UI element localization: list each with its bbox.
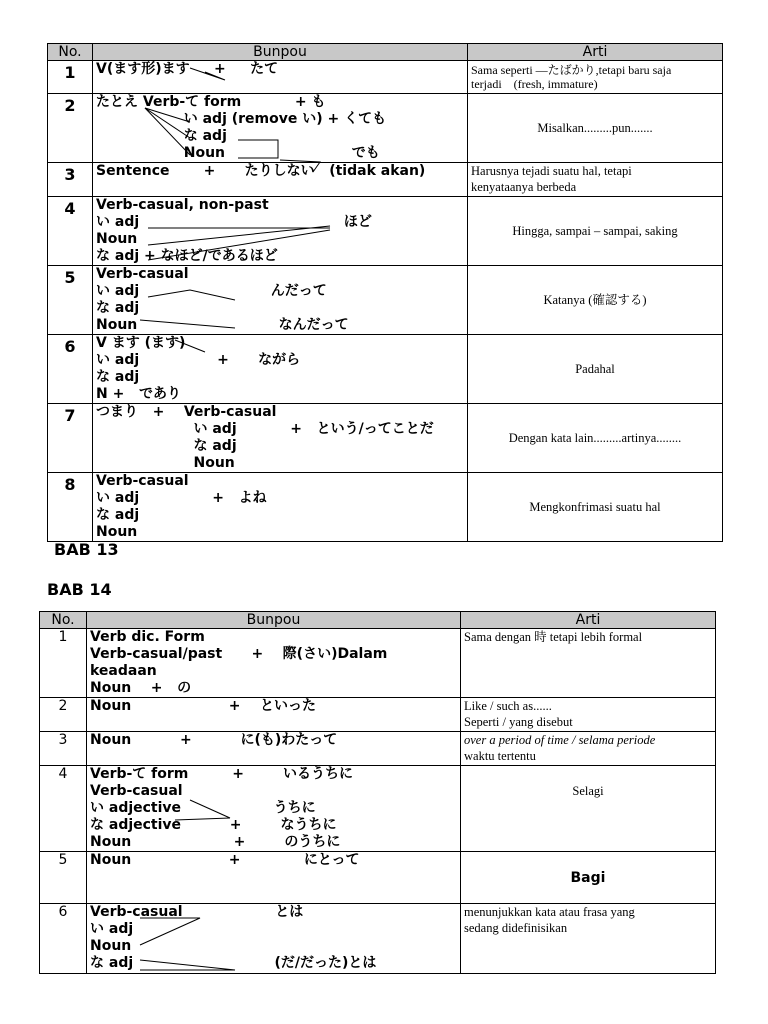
table-row (48, 197, 723, 266)
arti-italic: over a period of time / selama periode (464, 733, 656, 747)
bunpou-line: な adj + なほど/であるほど (96, 248, 278, 264)
bunpou-line: Noun + のうちに (90, 834, 341, 850)
row-number: 2 (40, 698, 87, 732)
table-header-row (48, 44, 723, 61)
bunpou-line: Noun + といった (90, 698, 316, 714)
arti-line: Sama dengan 時 tetapi lebih formal (464, 630, 643, 644)
table-row (40, 698, 716, 732)
row-number: 5 (40, 852, 87, 904)
bunpou-line: Verb-casual (90, 783, 183, 799)
row-number: 2 (48, 94, 93, 163)
table-row (40, 732, 716, 766)
bunpou-line: V ます (ます) (96, 335, 186, 351)
bunpou-line: い adjective うちに (90, 800, 316, 816)
arti-line: Misalkan.........pun....... (537, 121, 653, 135)
bunpou-line: な adj (96, 300, 140, 316)
heading-bab-14: BAB 14 (47, 580, 112, 599)
arti-line: Sama seperti —たばかり,tetapi baru saja (471, 63, 672, 77)
bunpou-line: N + であり (96, 386, 181, 402)
bunpou-line: い adj + よね (96, 490, 267, 506)
heading-bab-13: BAB 13 (54, 540, 119, 559)
arti-cell (468, 266, 723, 335)
table-row (40, 766, 716, 852)
arti-line: Bagi (570, 869, 606, 886)
table-row (48, 404, 723, 473)
bunpou-line: Verb-casual, non-past (96, 197, 269, 213)
arti-cell (461, 904, 716, 974)
bunpou-line: Noun なんだって (96, 317, 349, 333)
bunpou-line: keadaan (90, 663, 157, 679)
arti-line: Dengan kata lain.........artinya........ (508, 431, 682, 445)
arti-line: sedang didefinisikan (464, 921, 568, 935)
arti-cell (468, 61, 723, 94)
bunpou-cell (87, 766, 461, 852)
header-no: No. (40, 612, 87, 629)
table-row (48, 61, 723, 94)
table-header-row (40, 612, 716, 629)
bunpou-table-2 (39, 611, 716, 974)
bunpou-cell (93, 163, 468, 197)
bunpou-line: たとえ Verb-て form + も (96, 94, 326, 110)
arti-cell (461, 629, 716, 698)
bunpou-cell (87, 732, 461, 766)
header-arti: Arti (461, 612, 716, 629)
bunpou-line: い adj + ながら (96, 352, 301, 368)
table-row (48, 335, 723, 404)
row-number: 1 (40, 629, 87, 698)
bunpou-line: Noun + に(も)わたって (90, 732, 338, 748)
row-number: 4 (40, 766, 87, 852)
bunpou-cell (93, 335, 468, 404)
bunpou-cell (93, 197, 468, 266)
bunpou-cell (93, 61, 468, 94)
header-bunpou: Bunpou (93, 44, 468, 61)
arti-cell (468, 197, 723, 266)
bunpou-line: Sentence + たりしない (tidak akan) (96, 163, 426, 179)
arti-line: Harusnya tejadi suatu hal, tetapi (471, 164, 632, 178)
bunpou-line: Noun (96, 455, 235, 471)
arti-line: waktu tertentu (464, 749, 536, 763)
row-number: 5 (48, 266, 93, 335)
bunpou-line: い adj (90, 921, 134, 937)
bunpou-line: い adj んだって (96, 283, 327, 299)
arti-cell (461, 732, 716, 766)
bunpou-line: な adj (96, 128, 227, 144)
header-no: No. (48, 44, 93, 61)
arti-line: Padahal (575, 362, 615, 376)
arti-cell (468, 404, 723, 473)
row-number: 4 (48, 197, 93, 266)
arti-cell (468, 94, 723, 163)
bunpou-line: Verb-casual (96, 473, 189, 489)
bunpou-line: Verb dic. Form (90, 629, 205, 645)
table-row (48, 163, 723, 197)
bunpou-line: Noun (96, 231, 138, 247)
row-number: 3 (40, 732, 87, 766)
bunpou-cell (93, 94, 468, 163)
arti-cell (461, 852, 716, 904)
bunpou-line: Verb-casual (96, 266, 189, 282)
arti-cell (468, 473, 723, 542)
bunpou-line: な adj (だ/だった)とは (90, 955, 377, 971)
header-arti: Arti (468, 44, 723, 61)
bunpou-line: な adjective + なうちに (90, 817, 337, 833)
bunpou-cell (87, 852, 461, 904)
bunpou-line: Noun (90, 938, 132, 954)
row-number: 6 (48, 335, 93, 404)
bunpou-line: つまり + Verb-casual (96, 404, 277, 420)
bunpou-cell (93, 404, 468, 473)
table-row (48, 473, 723, 542)
bunpou-cell (93, 266, 468, 335)
header-bunpou: Bunpou (87, 612, 461, 629)
bunpou-line: い adj (remove い) + くても (96, 111, 387, 127)
bunpou-line: い adj ほど (96, 214, 372, 230)
arti-line: Katanya (確認する) (543, 293, 647, 307)
arti-line: menunjukkan kata atau frasa yang (464, 905, 635, 919)
row-number: 7 (48, 404, 93, 473)
table-row (40, 904, 716, 974)
arti-line: Selagi (572, 784, 604, 798)
arti-cell (461, 766, 716, 852)
bunpou-line: Noun + にとって (90, 852, 360, 868)
bunpou-line: Noun (96, 524, 138, 540)
bunpou-line: い adj + という/ってことだ (96, 421, 434, 437)
bunpou-cell (87, 904, 461, 974)
row-number: 8 (48, 473, 93, 542)
arti-cell (468, 163, 723, 197)
bunpou-line: Verb-casual とは (90, 904, 304, 920)
bunpou-line: な adj (96, 369, 140, 385)
arti-cell (461, 698, 716, 732)
arti-line: Like / such as...... (464, 699, 552, 713)
row-number: 6 (40, 904, 87, 974)
arti-cell (468, 335, 723, 404)
arti-line: Seperti / yang disebut (464, 715, 573, 729)
bunpou-line: Noun でも (96, 145, 380, 161)
bunpou-cell (93, 473, 468, 542)
row-number: 1 (48, 61, 93, 94)
arti-line: Mengkonfrimasi suatu hal (529, 500, 661, 514)
row-number: 3 (48, 163, 93, 197)
bunpou-line: Verb-casual/past + 際(さい)Dalam (90, 646, 388, 662)
bunpou-line: V(ます形)ます + たて (96, 61, 279, 77)
arti-line: kenyataanya berbeda (471, 180, 577, 194)
bunpou-cell (87, 698, 461, 732)
bunpou-table-1 (47, 43, 723, 542)
table-row (48, 94, 723, 163)
bunpou-line: Noun + の (90, 680, 192, 696)
bunpou-cell (87, 629, 461, 698)
table-row (40, 629, 716, 698)
table-row (48, 266, 723, 335)
bunpou-line: Verb-て form + いるうちに (90, 766, 353, 782)
arti-line: terjadi (fresh, immature) (471, 77, 598, 91)
bunpou-line: な adj (96, 438, 237, 454)
arti-line: Hingga, sampai – sampai, saking (512, 224, 678, 238)
arti-line (464, 732, 712, 748)
table-row (40, 852, 716, 904)
bunpou-line: な adj (96, 507, 140, 523)
